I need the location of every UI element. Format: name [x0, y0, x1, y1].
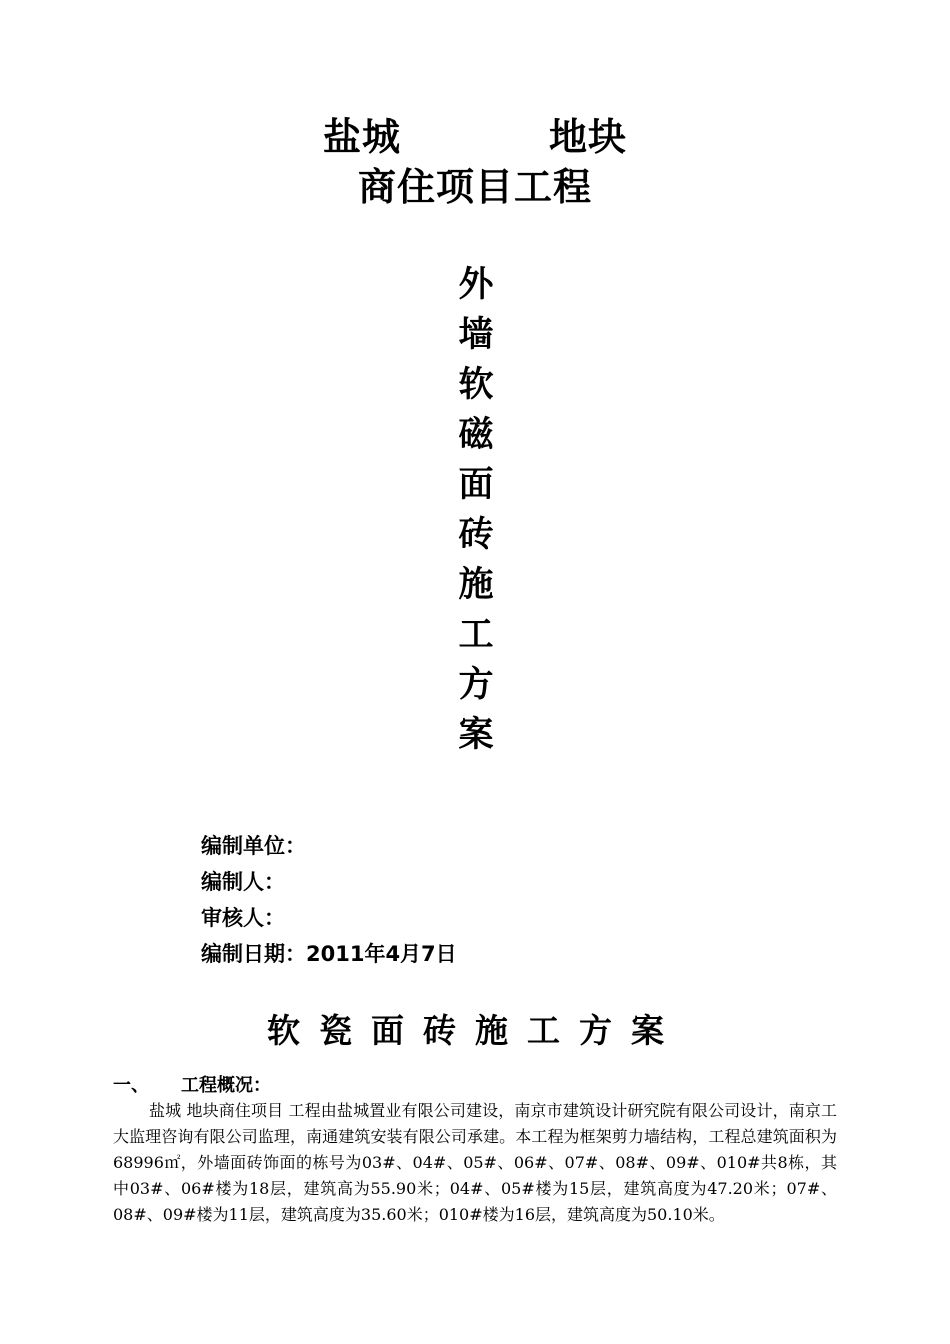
project-overview-paragraph: 盐城 地块商住项目 工程由盐城置业有限公司建设，南京市建筑设计研究院有限公司设计，南京工大监理咨询有限公司监理，南通建筑安装有限公司承建。本工程为框架剪力墙结构，工程总建筑面积为68996㎡，外墙面砖饰面的栋号为03#、04#、05#、06#、07#、08#、09#、010#共8栋，其中03#、06#楼为18层，建筑高为55.90米；04#、05#楼为15层，建筑高度为47.20米；07#、08#、09#楼为11层，建筑高度为35.60米；010#楼为16层，建筑高度为50.10米。 — [113, 1101, 837, 1224]
vertical-title-char: 墙 — [458, 315, 494, 355]
document-metadata — [201, 828, 457, 972]
reviewer-row — [201, 900, 457, 936]
heading-number: 一、 — [113, 1075, 149, 1096]
section-title: 软瓷面砖施工方案 — [267, 1011, 683, 1050]
vertical-title-char: 案 — [458, 715, 494, 755]
author-row — [201, 864, 457, 900]
project-title-line-2: 商住项目工程 — [357, 165, 592, 209]
compiling-unit-row — [201, 828, 457, 864]
project-title-line-1 — [0, 113, 950, 161]
author-label: 编制人： — [201, 870, 285, 894]
vertical-title-char: 磁 — [458, 415, 494, 455]
heading-text: 工程概况： — [181, 1075, 271, 1096]
title-city: 盐城 — [322, 115, 401, 159]
vertical-title-char: 施 — [458, 565, 494, 605]
vertical-title-char: 面 — [458, 465, 494, 505]
title-plot: 地块 — [549, 115, 628, 159]
section-heading — [113, 1073, 271, 1099]
vertical-title-char: 软 — [458, 365, 494, 405]
compiling-unit-label: 编制单位： — [201, 834, 306, 858]
vertical-title-char: 外 — [458, 265, 494, 305]
compile-date-row — [201, 936, 457, 972]
compile-date-label: 编制日期： — [201, 942, 306, 966]
vertical-plan-title — [451, 260, 501, 760]
compile-date-value: 2011年4月7日 — [306, 942, 457, 966]
vertical-title-char: 方 — [458, 665, 494, 705]
vertical-title-char: 工 — [458, 615, 494, 655]
reviewer-label: 审核人： — [201, 906, 285, 930]
vertical-title-char: 砖 — [458, 515, 494, 555]
